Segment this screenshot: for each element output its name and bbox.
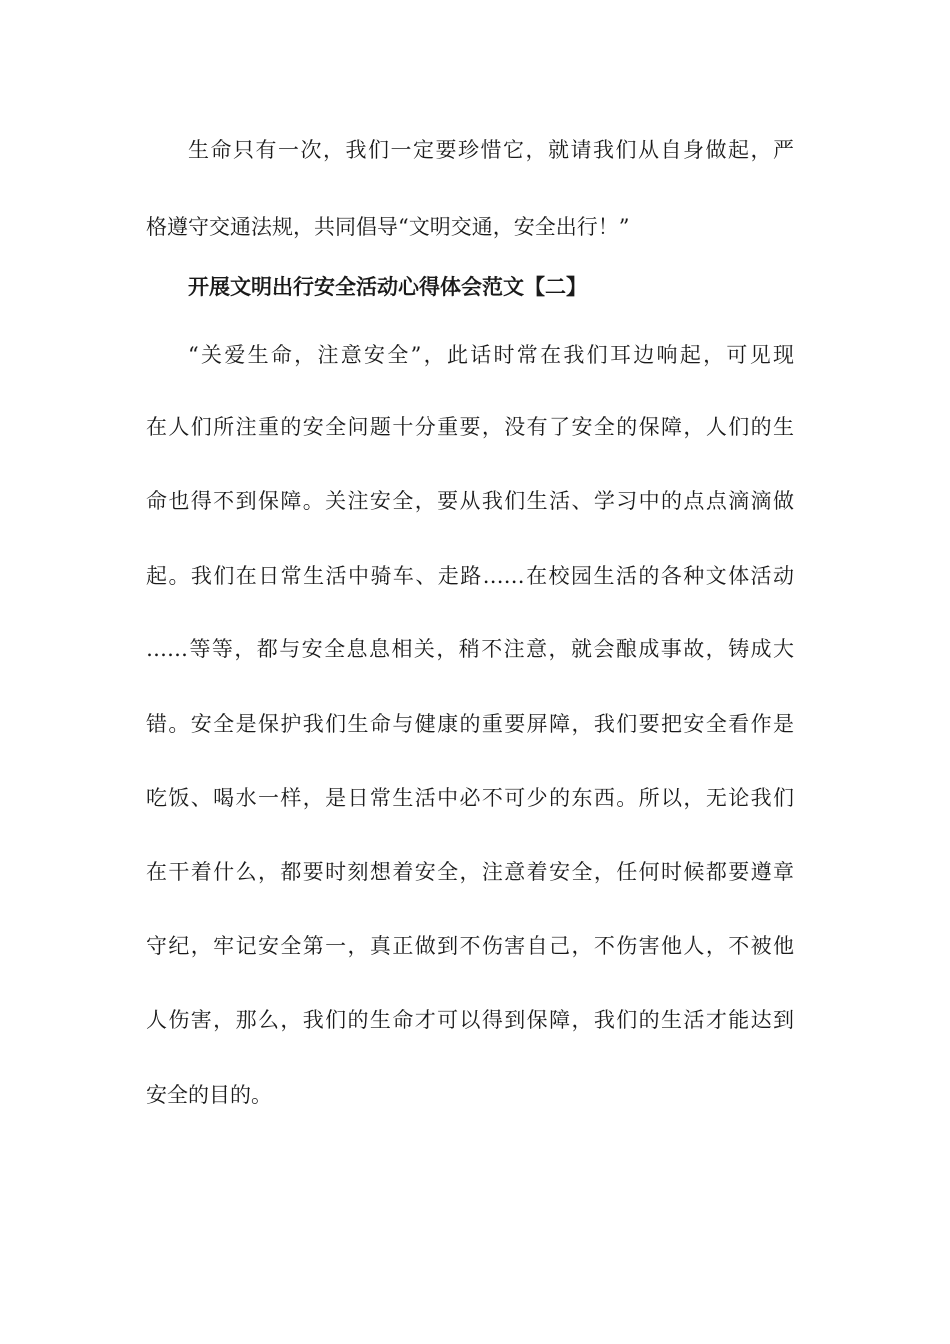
paragraph-2-line-6: 错。安全是保护我们生命与健康的重要屏障，我们要把安全看作是 xyxy=(146,712,794,736)
paragraph-1-line-1: 生命只有一次，我们一定要珍惜它，就请我们从自身做起，严 xyxy=(188,138,794,162)
paragraph-2-line-11: 安全的目的。 xyxy=(146,1083,272,1107)
section-heading: 开展文明出行安全活动心得体会范文【二】 xyxy=(188,275,587,299)
paragraph-2-line-3: 命也得不到保障。关注安全，要从我们生活、学习中的点点滴滴做 xyxy=(146,489,794,513)
paragraph-2-line-9: 守纪，牢记安全第一，真正做到不伤害自己，不伤害他人，不被他 xyxy=(146,934,794,958)
paragraph-2-line-5: ……等等，都与安全息息相关，稍不注意，就会酿成事故，铸成大 xyxy=(146,637,794,661)
paragraph-2-line-8: 在干着什么，都要时刻想着安全，注意着安全，任何时候都要遵章 xyxy=(146,860,794,884)
paragraph-1-line-2: 格遵守交通法规，共同倡导“文明交通，安全出行！” xyxy=(146,215,630,239)
paragraph-2-line-2: 在人们所注重的安全问题十分重要，没有了安全的保障，人们的生 xyxy=(146,415,794,439)
paragraph-2-line-7: 吃饭、喝水一样，是日常生活中必不可少的东西。所以，无论我们 xyxy=(146,786,794,810)
paragraph-2-line-1: “关爱生命，注意安全”，此话时常在我们耳边响起，可见现 xyxy=(188,343,794,367)
paragraph-2-line-10: 人伤害，那么，我们的生命才可以得到保障，我们的生活才能达到 xyxy=(146,1008,794,1032)
paragraph-2-line-4: 起。我们在日常生活中骑车、走路……在校园生活的各种文体活动 xyxy=(146,564,794,588)
